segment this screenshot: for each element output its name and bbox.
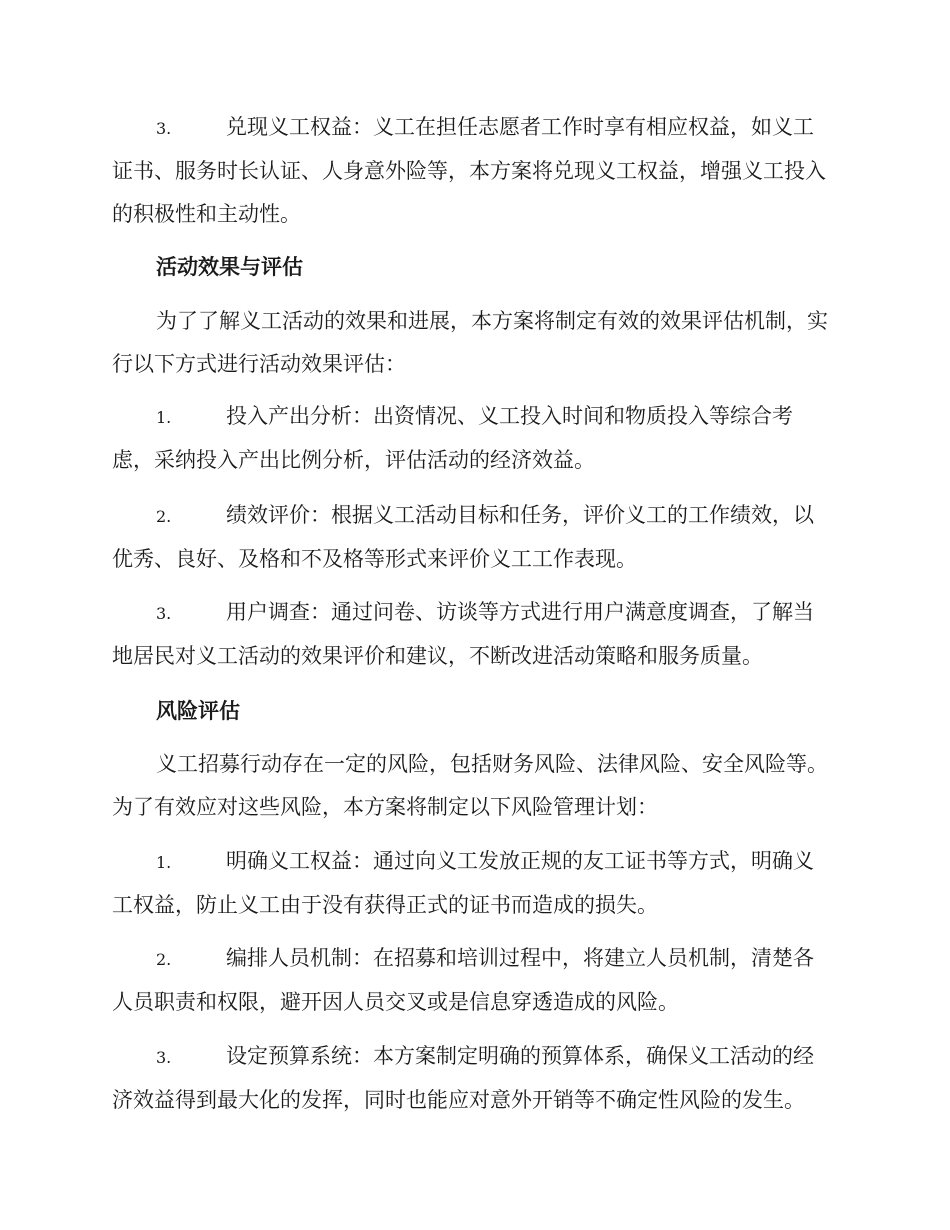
list-number: 1.: [156, 408, 172, 427]
list-item-text: 编排人员机制：在招募和培训过程中，将建立人员机制，清楚各人员职责和权限，避开因人员交叉或是信息穿透造成的风险。: [112, 946, 814, 1014]
list-item: [112, 937, 834, 1024]
list-item-text: 用户调查：通过问卷、访谈等方式进行用户满意度调查，了解当地居民对义工活动的效果评价和建议，不断改进活动策略和服务质量。: [112, 600, 814, 668]
paragraph-risk: 义工招募行动存在一定的风险，包括财务风险、法律风险、安全风险等。为了有效应对这些风险，本方案将制定以下风险管理计划：: [112, 752, 828, 819]
list-number: 2.: [156, 950, 172, 969]
list-item-text: 投入产出分析：出资情况、义工投入时间和物质投入等综合考虑，采纳投入产出比例分析，评估活动的经济效益。: [112, 404, 793, 472]
list-item: [112, 840, 834, 927]
list-item-text: 设定预算系统：本方案制定明确的预算体系，确保义工活动的经济效益得到最大化的发挥，同时也能应对意外开销等不确定性风险的发生。: [112, 1044, 814, 1112]
list-item: [112, 494, 834, 581]
list-item-text: 绩效评价：根据义工活动目标和任务，评价义工的工作绩效，以优秀、良好、及格和不及格等形式来评价义工工作表现。: [112, 503, 814, 571]
list-item: [112, 1035, 834, 1122]
list-number: 2.: [156, 507, 172, 526]
list-item: [112, 591, 834, 678]
list-number: 1.: [156, 853, 172, 872]
list-item: [112, 106, 834, 236]
list-item-text: 明确义工权益：通过向义工发放正规的友工证书等方式，明确义工权益，防止义工由于没有获得正式的证书而造成的损失。: [112, 849, 814, 917]
list-number: 3.: [156, 1048, 172, 1067]
list-item: [112, 395, 834, 482]
section-heading-risk: 风险评估: [156, 698, 240, 723]
list-number: 3.: [156, 119, 172, 138]
list-number: 3.: [156, 604, 172, 623]
section-heading-evaluation: 活动效果与评估: [156, 254, 303, 279]
list-item-text: 兑现义工权益：义工在担任志愿者工作时享有相应权益，如义工证书、服务时长认证、人身意外险等，本方案将兑现义工权益，增强义工投入的积极性和主动性。: [112, 115, 826, 226]
paragraph-evaluation: 为了了解义工活动的效果和进展，本方案将制定有效的效果评估机制，实行以下方式进行活动效果评估：: [112, 309, 828, 376]
